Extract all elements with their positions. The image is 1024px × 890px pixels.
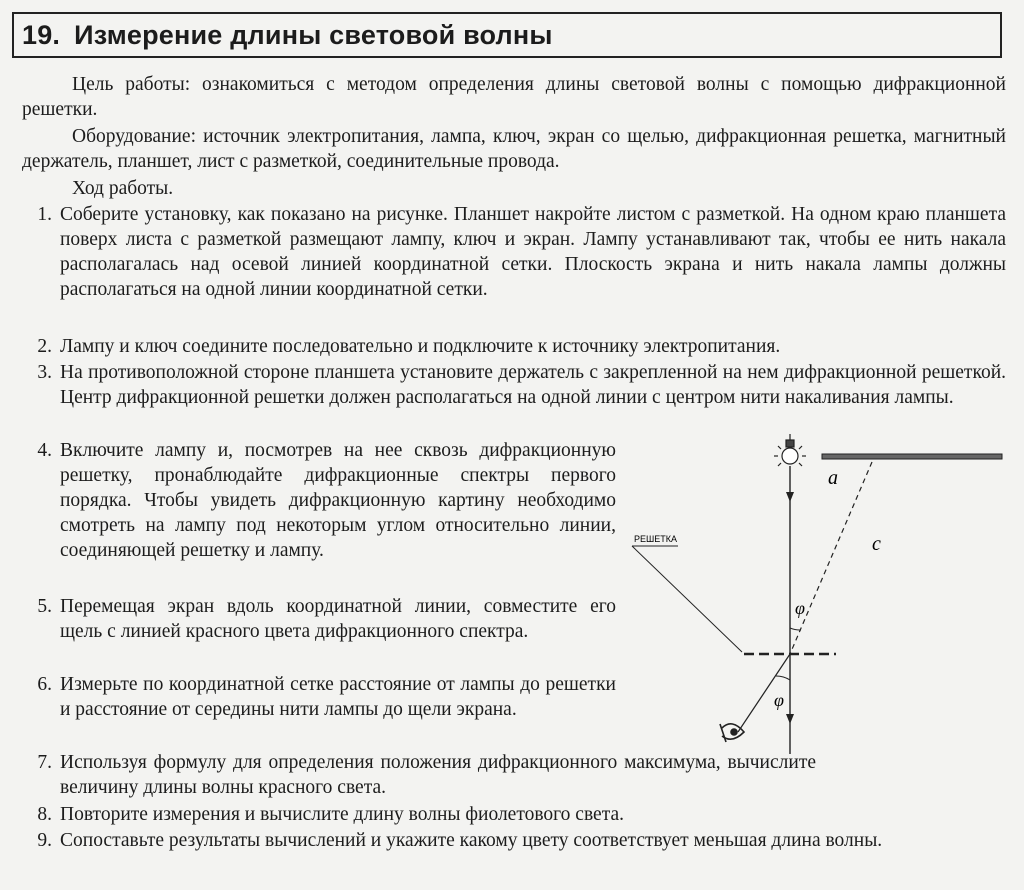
list-item [22,202,1006,302]
arrow-down-icon [786,492,794,502]
list-item-number: 7. [37,752,52,773]
list-item-number: 4. [37,440,52,461]
list-item [22,802,1006,827]
equipment-paragraph: Оборудование: источник электропитания, лампа, ключ, экран со щелью, дифракционная решетка, магнитный держатель, планшет, лист с разметкой, соединительные провода. [22,126,1006,172]
list-item-number: 8. [37,804,52,825]
list-item [22,334,1006,359]
list-item-text: Лампу и ключ соедините последовательно и подключите к источнику электропитания. [60,336,781,357]
grating-leader-line [632,546,742,652]
section-title [12,12,1002,58]
angle-arc-top [790,628,801,630]
angle-arc-bottom [776,676,790,680]
list-item-number: 3. [37,362,52,383]
label-phi-bottom: φ [774,690,784,710]
label-a: a [828,467,838,489]
section-number: 19. [22,19,61,50]
list-item-number: 5. [37,596,52,617]
list-item-text: На противоположной стороне планшета установите держатель с закрепленной на нем дифракционной решеткой. Центр дифракционной решетки должен располагаться на одной линии с центром нити накаливания лампы. [60,362,1006,408]
eye-icon [720,724,744,742]
list-item-number: 2. [37,336,52,357]
label-c: c [872,533,881,555]
label-phi-top: φ [795,598,805,618]
list-item-text: Перемещая экран вдоль координатной линии, совместите его щель с линией красного цвета дифракционного спектра. [60,596,616,642]
list-item [22,828,1006,853]
diffraction-setup-diagram [610,432,1010,762]
list-item-number: 9. [37,830,52,851]
section-title-text: Измерение длины световой волны [74,19,553,50]
arrow-down-icon [786,714,794,724]
diffracted-ray [790,462,872,654]
list-item-text: Сопоставьте результаты вычислений и укажите какому цвету соответствует меньшая длина волны. [60,830,883,851]
lamp-icon [774,434,806,466]
goal-paragraph: Цель работы: ознакомиться с методом определения длины световой волны с помощью дифракционной решетки. [22,74,1006,120]
list-item-number: 1. [37,204,52,225]
procedure-heading: Ход работы. [72,178,174,199]
list-item-text: Соберите установку, как показано на рисунке. Планшет накройте листом с разметкой. На одном краю планшета поверх листа с разметкой размещают лампу, ключ и экран. Лампу устанавливают так, чтобы ее нить накала располагалась над осевой линией координатной сетки. Плоскость экрана и нить накала лампы должны располагаться на одной линии координатной сетки. [60,204,1006,300]
list-item-text: Измерьте по координатной сетке расстояние от лампы до решетки и расстояние от середины нити лампы до щели экрана. [60,674,616,720]
list-item-text: Включите лампу и, посмотрев на нее сквозь дифракционную решетку, пронаблюдайте дифракционные спектры первого порядка. Чтобы увидеть дифракционную картину необходимо смотреть на лампу под некоторым углом относительно линии, соединяющей решетку и лампу. [60,440,616,561]
list-item [22,360,1006,410]
list-item-text: Используя формулу для определения положения дифракционного максимума, вычислите величину длины волны красного света. [60,752,816,798]
grating-label: РЕШЕТКА [634,534,678,544]
list-item-number: 6. [37,674,52,695]
list-item [22,672,616,722]
screen-with-slit [822,454,1002,459]
list-item-text: Повторите измерения и вычислите длину волны фиолетового света. [60,804,624,825]
list-item [22,594,616,644]
list-item [22,438,616,563]
